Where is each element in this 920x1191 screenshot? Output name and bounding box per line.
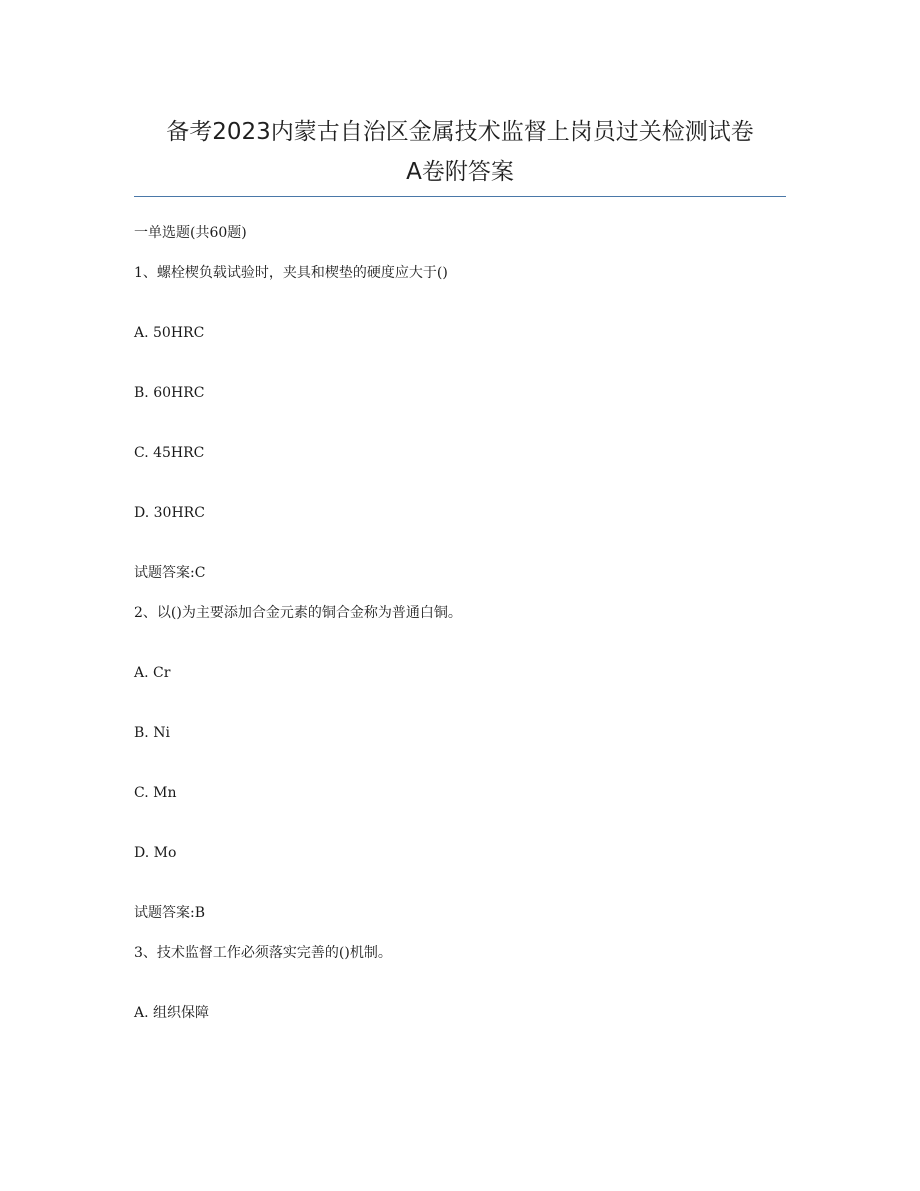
question-3-stem: 3、技术监督工作必须落实完善的()机制。	[134, 945, 392, 961]
title-divider	[134, 196, 786, 197]
question-1-answer: 试题答案:C	[134, 565, 206, 581]
question-1-option-b: B. 60HRC	[134, 385, 205, 401]
question-2-option-c: C. Mn	[134, 785, 177, 801]
question-2-option-d: D. Mo	[134, 845, 177, 861]
section-heading: 一单选题(共60题)	[134, 225, 247, 241]
question-2-answer: 试题答案:B	[134, 905, 206, 921]
question-2-stem: 2、以()为主要添加合金元素的铜合金称为普通白铜。	[134, 605, 462, 621]
question-1-stem: 1、螺栓楔负载试验时，夹具和楔垫的硬度应大于()	[134, 265, 448, 281]
question-1-option-c: C. 45HRC	[134, 445, 205, 461]
question-2-option-a: A. Cr	[134, 665, 171, 681]
question-1-option-a: A. 50HRC	[134, 325, 205, 341]
document-title-line-1: 备考2023内蒙古自治区金属技术监督上岗员过关检测试卷	[166, 119, 754, 145]
question-1-option-d: D. 30HRC	[134, 505, 205, 521]
document-title-line-2: A卷附答案	[406, 159, 514, 185]
question-3-option-a: A. 组织保障	[134, 1005, 210, 1021]
question-2-option-b: B. Ni	[134, 725, 170, 741]
